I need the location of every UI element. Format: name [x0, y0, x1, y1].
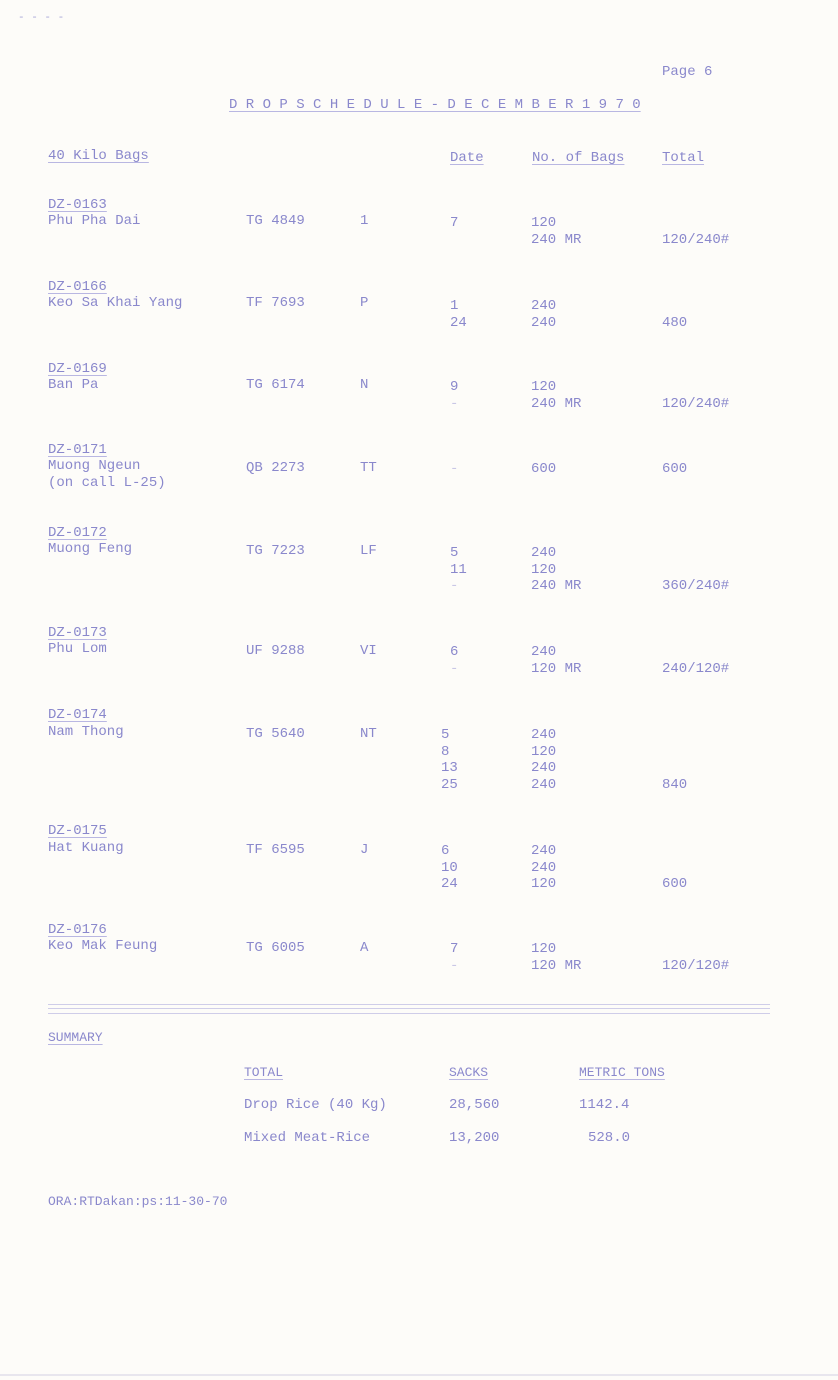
bag-count: 120 [531, 379, 557, 395]
bag-count: 240 [531, 298, 557, 314]
header-date: Date [450, 150, 484, 166]
bag-counts [531, 941, 581, 974]
summary-row-label: Drop Rice (40 Kg) [244, 1097, 387, 1113]
entry-total: 600 [662, 461, 688, 477]
bag-count: 240 [531, 859, 557, 876]
zone-code: DZ-0174 [48, 707, 107, 723]
drop-dates [450, 545, 467, 595]
drop-dates [450, 941, 458, 974]
page-edge [0, 1374, 838, 1376]
bag-count: 240 [531, 727, 557, 743]
header-bags: 40 Kilo Bags [48, 148, 149, 164]
drop-date: 13 [441, 760, 458, 776]
drop-date: 10 [441, 859, 458, 876]
zone-name: Hat Kuang [48, 840, 124, 856]
bag-count: 240 [531, 545, 557, 561]
bag-count: 240 [531, 776, 557, 793]
site-mark: TT [360, 460, 377, 476]
drop-dates [450, 298, 467, 331]
divider-line [48, 1013, 770, 1014]
bag-count: 240 MR [531, 578, 582, 594]
site-mark: LF [360, 543, 377, 559]
site-mark: NT [360, 726, 377, 742]
bag-count: 240 [531, 644, 557, 660]
zone-code: DZ-0176 [48, 922, 107, 938]
grid-reference: QB 2273 [246, 460, 305, 476]
drop-date: - [450, 461, 459, 477]
drop-date: 5 [441, 727, 450, 743]
drop-date: 7 [450, 941, 459, 957]
grid-reference: TG 7223 [246, 543, 305, 559]
grid-reference: TG 4849 [246, 213, 305, 229]
zone-name: Keo Sa Khai Yang [48, 295, 183, 311]
grid-reference: TG 6005 [246, 940, 305, 956]
page-number: Page 6 [662, 64, 713, 80]
bag-counts [531, 727, 556, 793]
grid-reference: TG 6174 [246, 377, 305, 393]
zone-name: Phu Pha Dai [48, 213, 141, 229]
bag-count: 240 MR [531, 231, 582, 248]
entry-total: 120/120# [662, 958, 730, 974]
corner-mark: - - - - [18, 12, 65, 24]
bag-count: 120 [531, 215, 557, 231]
drop-date: 25 [441, 776, 458, 793]
entry-total: 120/240# [662, 396, 730, 412]
drop-date: - [450, 395, 459, 412]
drop-date: 9 [450, 379, 459, 395]
summary-row-tons: 528.0 [588, 1130, 631, 1146]
zone-name: Muong Ngeun [48, 458, 141, 474]
bag-counts [531, 843, 556, 893]
zone-note: (on call L-25) [48, 475, 166, 491]
drop-dates [450, 215, 458, 232]
bag-count: 240 [531, 843, 557, 859]
summary-label: SUMMARY [48, 1030, 103, 1045]
bag-count: 120 [531, 561, 557, 578]
bag-counts [531, 298, 556, 331]
bag-counts [531, 379, 581, 412]
zone-name: Phu Lom [48, 641, 107, 657]
header-no-of-bags: No. of Bags [532, 150, 625, 166]
divider-line [48, 1004, 770, 1005]
grid-reference: UF 9288 [246, 643, 305, 659]
bag-count: 120 [531, 743, 557, 760]
drop-date: 11 [450, 561, 467, 578]
zone-name: Muong Feng [48, 541, 133, 557]
site-mark: A [360, 940, 369, 956]
divider-line [48, 1008, 770, 1009]
entry-total: 120/240# [662, 232, 730, 248]
summary-header-metric-tons: METRIC TONS [579, 1065, 665, 1080]
document-title: D R O P S C H E D U L E - D E C E M B E R 1 9 7 0 [229, 97, 641, 113]
bag-count: 120 [531, 941, 557, 957]
drop-date: 5 [450, 545, 459, 561]
header-total: Total [662, 150, 705, 166]
bag-counts [531, 644, 581, 677]
zone-code: DZ-0163 [48, 197, 107, 213]
entry-total: 240/120# [662, 661, 730, 677]
drop-date: - [450, 957, 459, 974]
zone-code: DZ-0169 [48, 361, 107, 377]
summary-row-sacks: 13,200 [449, 1130, 500, 1146]
site-mark: P [360, 295, 369, 311]
drop-date: 8 [441, 743, 450, 760]
zone-code: DZ-0173 [48, 625, 107, 641]
bag-count: 120 MR [531, 660, 582, 677]
drop-date: 6 [450, 644, 459, 660]
entry-total: 600 [662, 876, 688, 892]
drop-date: 1 [450, 298, 459, 314]
bag-count: 120 [531, 876, 557, 892]
drop-date: - [450, 578, 459, 594]
summary-header-total: TOTAL [244, 1065, 284, 1080]
bag-count: 240 [531, 314, 557, 331]
grid-reference: TG 5640 [246, 726, 305, 742]
drop-dates [450, 644, 458, 677]
drop-date: 6 [441, 843, 450, 859]
summary-row-sacks: 28,560 [449, 1097, 500, 1113]
drop-dates [441, 843, 458, 893]
summary-header-sacks: SACKS [449, 1065, 489, 1080]
summary-row-label: Mixed Meat-Rice [244, 1130, 371, 1146]
site-mark: VI [360, 643, 377, 659]
grid-reference: TF 6595 [246, 842, 305, 858]
zone-code: DZ-0171 [48, 442, 107, 458]
drop-date: 24 [441, 876, 458, 892]
drop-date: - [450, 660, 459, 677]
drop-dates [441, 727, 458, 793]
grid-reference: TF 7693 [246, 295, 305, 311]
bag-count: 120 MR [531, 957, 582, 974]
bag-count: 240 [531, 760, 557, 776]
site-mark: 1 [360, 213, 369, 229]
zone-code: DZ-0172 [48, 525, 107, 541]
zone-code: DZ-0175 [48, 823, 107, 839]
drop-date: 24 [450, 314, 467, 331]
site-mark: J [360, 842, 369, 858]
bag-counts [531, 215, 581, 248]
entry-total: 360/240# [662, 578, 730, 594]
zone-code: DZ-0166 [48, 279, 107, 295]
reference-initials: ORA:RTDakan:ps:11-30-70 [48, 1194, 228, 1209]
zone-name: Nam Thong [48, 724, 124, 740]
drop-dates [450, 379, 458, 412]
summary-row-tons: 1142.4 [579, 1097, 630, 1113]
entry-total: 840 [662, 777, 688, 793]
zone-name: Keo Mak Feung [48, 938, 158, 954]
entry-total: 480 [662, 315, 688, 331]
site-mark: N [360, 377, 369, 393]
bag-counts [531, 461, 556, 478]
bag-count: 600 [531, 461, 557, 477]
bag-counts [531, 545, 581, 595]
drop-date: 7 [450, 215, 459, 231]
drop-dates [450, 461, 458, 478]
zone-name: Ban Pa [48, 377, 99, 393]
bag-count: 240 MR [531, 395, 582, 412]
